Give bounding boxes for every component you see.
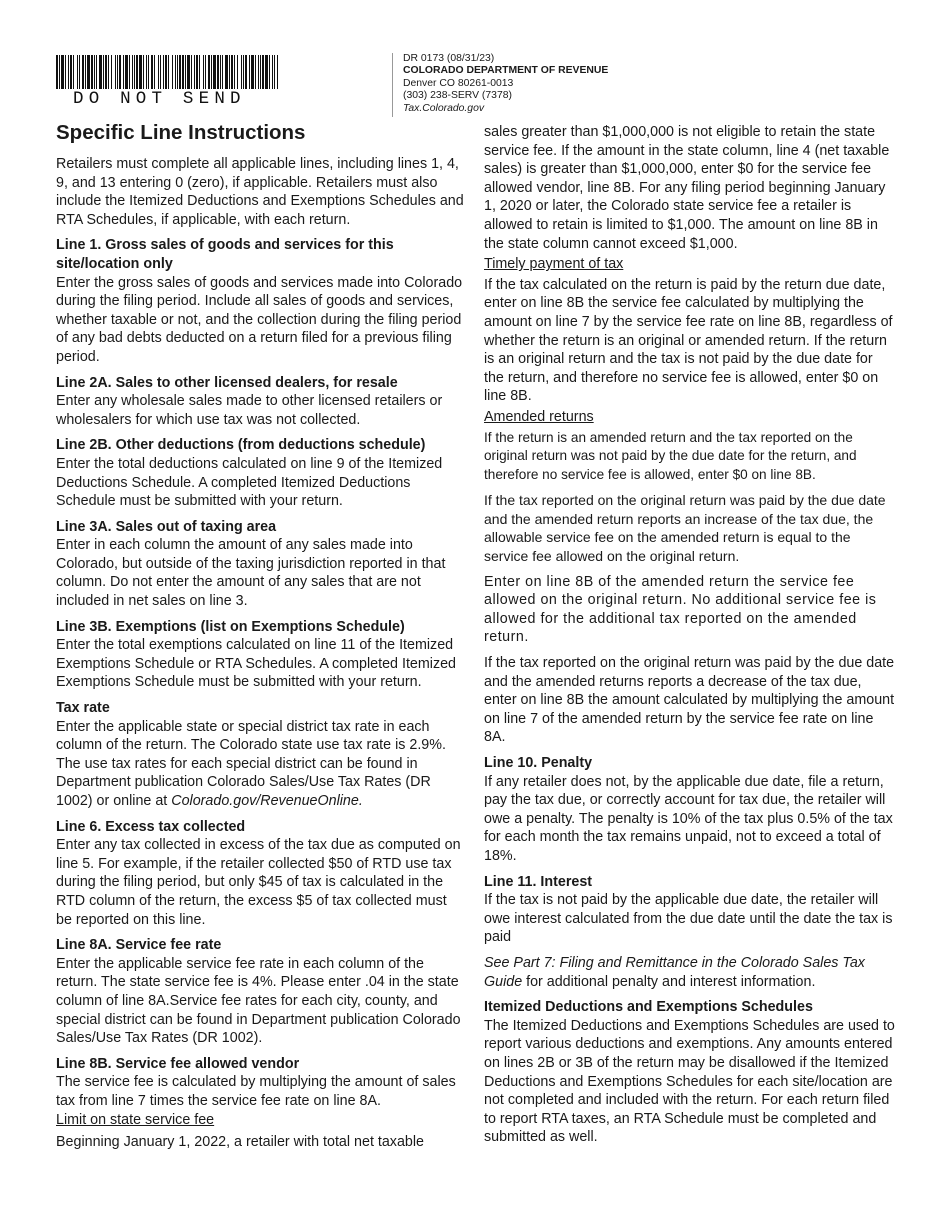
barcode-bar [85,55,86,89]
barcode-bar [185,55,186,89]
barcode-bar [234,55,235,89]
barcode-bar [151,55,153,89]
barcode-bar [255,55,256,89]
barcode-bar [175,55,176,89]
barcode-bar [96,55,97,89]
revenue-online-link: Colorado.gov/RevenueOnline. [171,793,363,809]
barcode-bar [115,55,116,89]
barcode-bar [125,55,128,89]
barcode-bar [222,55,223,89]
barcode-bar [73,55,74,89]
limit-heading: Limit on state service fee [56,1111,215,1128]
barcode [56,55,278,112]
barcode-bar [182,55,184,89]
barcode-bar [158,55,159,89]
barcode-bar [203,55,204,89]
line11-body: If the tax is not paid by the applicable due date, the retailer will owe interest calculated from the due date until the date the tax is paid [484,892,893,946]
barcode-bar [191,55,192,89]
barcode-bar [61,55,64,89]
barcode-bar [179,55,181,89]
intro-paragraph: Retailers must complete all applicable lines, including lines 1, 4, 9, and 13 entering 0 (zero), if applicable. Retailers must also include the Itemized Deductions and Exemptions Schedules and RTA Schedules, if applicable, with each return. [56,156,464,228]
barcode-bar [229,55,230,89]
barcode-bar [68,55,69,89]
barcode-bar [108,55,109,89]
line2b-heading: Line 2B. Other deductions (from deductions schedule) [56,437,426,454]
barcode-bar [205,55,206,89]
barcode-bar [165,55,167,89]
barcode-bar [82,55,84,89]
barcode-bar [148,55,149,89]
amended-paragraph-2: If the tax reported on the original return was paid by the due date and the amended return reports an increase of the tax due, the allowable service fee on the amended return is equal to the service fee allowed on the original return. [484,492,886,565]
department-name: COLORADO DEPARTMENT OF REVENUE [403,65,609,77]
line3a-body: Enter in each column the amount of any sales made into Colorado, but outside of the taxing jurisdiction reported in that column. Do not enter the amount of any sales that are not included in net sales on line 3. [56,537,446,610]
barcode-bar [241,55,242,89]
line10-body: If any retailer does not, by the applicable due date, file a return, pay the tax due, or correctly account for tax due, the retailer will owe a penalty. The penalty is 10% of the tax plus 0.5% of the tax for each month the tax remains unpaid, not to exceed a total of 18%. [484,773,893,864]
barcode-bar [199,55,200,89]
department-address: Denver CO 80261-0013 [403,77,514,89]
barcode-bar [91,55,93,89]
barcode-graphic [56,55,278,89]
line8a-body: Enter the applicable service fee rate in each column of the return. The state service fee is 4%. Please enter .04 in the state column of line 8A.Service fee rates for each city, county, and special district can be found in Department publication Colorado Sales/Use Tax Rates (DR 1002). [56,955,461,1047]
barcode-bar [119,55,121,89]
barcode-bar [143,55,144,89]
barcode-bar [79,55,80,89]
barcode-bar [123,55,124,89]
barcode-bar [103,55,104,89]
barcode-bar [277,55,278,89]
barcode-bar [77,55,78,89]
barcode-bar [231,55,233,89]
barcode-bar [129,55,130,89]
line2a-heading: Line 2A. Sales to other licensed dealers, for resale [56,374,398,391]
right-column [484,123,896,1154]
barcode-bar [272,55,273,89]
barcode-bar [208,55,210,89]
barcode-bar [211,55,212,89]
barcode-bar [269,55,270,89]
department-website: Tax.Colorado.gov [403,102,485,114]
barcode-bar [172,55,173,89]
barcode-bar [243,55,244,89]
barcode-bar [265,55,268,89]
line3a-heading: Line 3A. Sales out of taxing area [56,518,277,535]
limit-body-start: Beginning January 1, 2022, a retailer with total net taxable [56,1134,424,1151]
barcode-bar [194,55,195,89]
amended-paragraph-4: If the tax reported on the original return was paid by the due date and the amended returns reports a decrease of the tax due, enter on line 8B the amount calculated by multiplying the amount on line 7 of the amended return by the service fee rate on line 8A. [484,655,895,746]
schedules-body: The Itemized Deductions and Exemptions Schedules are used to report various deductions and exemptions. Any amounts entered on lines 2B or 3B of the return may be disallowed if the Itemized Deductions and Exemptions Schedules for each site/location are not completed and included with the return. For each return filed to report RTA taxes, an RTA Schedule must be completed and submitted as well. [484,1017,895,1146]
barcode-bar [117,55,118,89]
line8a-heading: Line 8A. Service fee rate [56,937,222,954]
do-not-send-label: DO NOT SEND [73,89,246,109]
line8b-body: The service fee is calculated by multiplying the amount of sales tax from line 7 times the service fee rate on line 8A. [56,1074,456,1109]
barcode-bar [217,55,219,89]
line6-heading: Line 6. Excess tax collected [56,818,246,835]
line2a-body: Enter any wholesale sales made to other licensed retailers or wholesalers for which use tax was not collected. [56,393,443,428]
barcode-bar [70,55,72,89]
barcode-bar [65,55,66,89]
barcode-bar [160,55,161,89]
amended-paragraph-1: If the return is an amended return and the tax reported on the original return was not paid by the due date for the return, and therefore no service fee is allowed, enter $0 on line 8B. [484,429,857,482]
barcode-bar [260,55,261,89]
barcode-bar [94,55,95,89]
barcode-bar [168,55,169,89]
amended-heading: Amended returns [484,408,594,425]
timely-heading: Timely payment of tax [484,256,624,273]
barcode-bar [220,55,221,89]
line1-heading: Line 1. Gross sales of goods and services for this site/location only [56,237,394,272]
barcode-bar [59,55,60,89]
barcode-bar [132,55,133,89]
department-phone: (303) 238-SERV (7378) [403,90,512,102]
timely-body: If the tax calculated on the return is paid by the return due date, enter on line 8B the service fee calculated by multiplying the amount on line 7 by the service fee rate on line 8B, regardless of whether the return is an original or amended return. If the return is an original return and the tax is not paid by the due date for the return, and therefore no service fee is allowed, enter $0 on line 8B. [484,276,893,405]
taxrate-body: Enter the applicable state or special district tax rate in each column of the return. The Colorado state use tax rate is 2.9%. The use tax rates for each special district can be found in Department publication Colorado Sales/Use Tax Rates (DR 1002) or online at [56,718,446,809]
barcode-bar [136,55,138,89]
barcode-bar [274,55,275,89]
line3b-body: Enter the total exemptions calculated on line 11 of the Itemized Exemptions Schedule or RTA Schedules. A completed Itemized Exemptions Schedule must be submitted with your return. [56,637,457,691]
barcode-bar [99,55,102,89]
line10-heading: Line 10. Penalty [484,755,593,771]
line11-reference-rest: for additional penalty and interest information. [522,973,816,990]
barcode-bar [251,55,254,89]
limit-body-continued: sales greater than $1,000,000 is not eligible to retain the state service fee. If the amount in the state column, line 4 (net taxable sales) is greater than $1,000,000, enter $0 for the service fee allowed vendor, line 8B. For any filing period beginning January 1, 2020 or later, the Colorado state service fee a retailer is allowed to retain is limited to $1,000. The amount on line 8B in the state column cannot exceed $1,000. [484,124,890,252]
form-id: DR 0173 (08/31/23) [403,53,495,64]
barcode-bar [134,55,135,89]
line11-reference [484,954,896,991]
barcode-bar [237,55,238,89]
barcode-bar [105,55,107,89]
line8b-heading: Line 8B. Service fee allowed vendor [56,1055,300,1072]
barcode-bar [249,55,250,89]
barcode-bar [139,55,142,89]
barcode-bar [225,55,228,89]
barcode-bar [87,55,90,89]
page-title: Specific Line Instructions [56,121,306,144]
barcode-bar [258,55,259,89]
schedules-heading: Itemized Deductions and Exemptions Schedules [484,999,813,1016]
line11-heading: Line 11. Interest [484,873,593,890]
barcode-bar [187,55,190,89]
barcode-bar [146,55,147,89]
barcode-bar [163,55,164,89]
barcode-bar [177,55,178,89]
barcode-bar [262,55,264,89]
form-header [392,53,703,117]
left-column [56,120,466,1159]
line6-body: Enter any tax collected in excess of the tax due as computed on line 5. For example, if the retailer collected $50 of RTD use tax during the filing period, but only $45 of tax is calculated in the RTD column of the return, the excess $5 of tax collected must be reported on this line. [56,837,461,928]
line3b-heading: Line 3B. Exemptions (list on Exemptions Schedule) [56,618,405,635]
barcode-bar [154,55,155,89]
sales-tax-guide-reference: See Part 7: Filing and Remittance in the Colorado Sales Tax Guide [484,954,865,990]
amended-paragraph-3: Enter on line 8B of the amended return the service fee allowed on the original return. No additional service fee is allowed for the additional tax reported on the amended return. [484,573,877,646]
line1-body: Enter the gross sales of goods and services made into Colorado during the filing period. Include all sales of goods and services, whether taxable or not, and the collection during the filing period of any bad debts deducted on a return filed for a previous filing period. [56,274,463,365]
line2b-body: Enter the total deductions calculated on line 9 of the Itemized Deductions Schedule. A completed Itemized Deductions Schedule must be submitted with your return. [56,455,443,510]
barcode-bar [213,55,216,89]
barcode-bar [245,55,247,89]
taxrate-paragraph [56,718,466,811]
taxrate-heading: Tax rate [56,700,110,717]
barcode-bar [196,55,198,89]
barcode-bar [56,55,58,89]
barcode-bar [111,55,112,89]
